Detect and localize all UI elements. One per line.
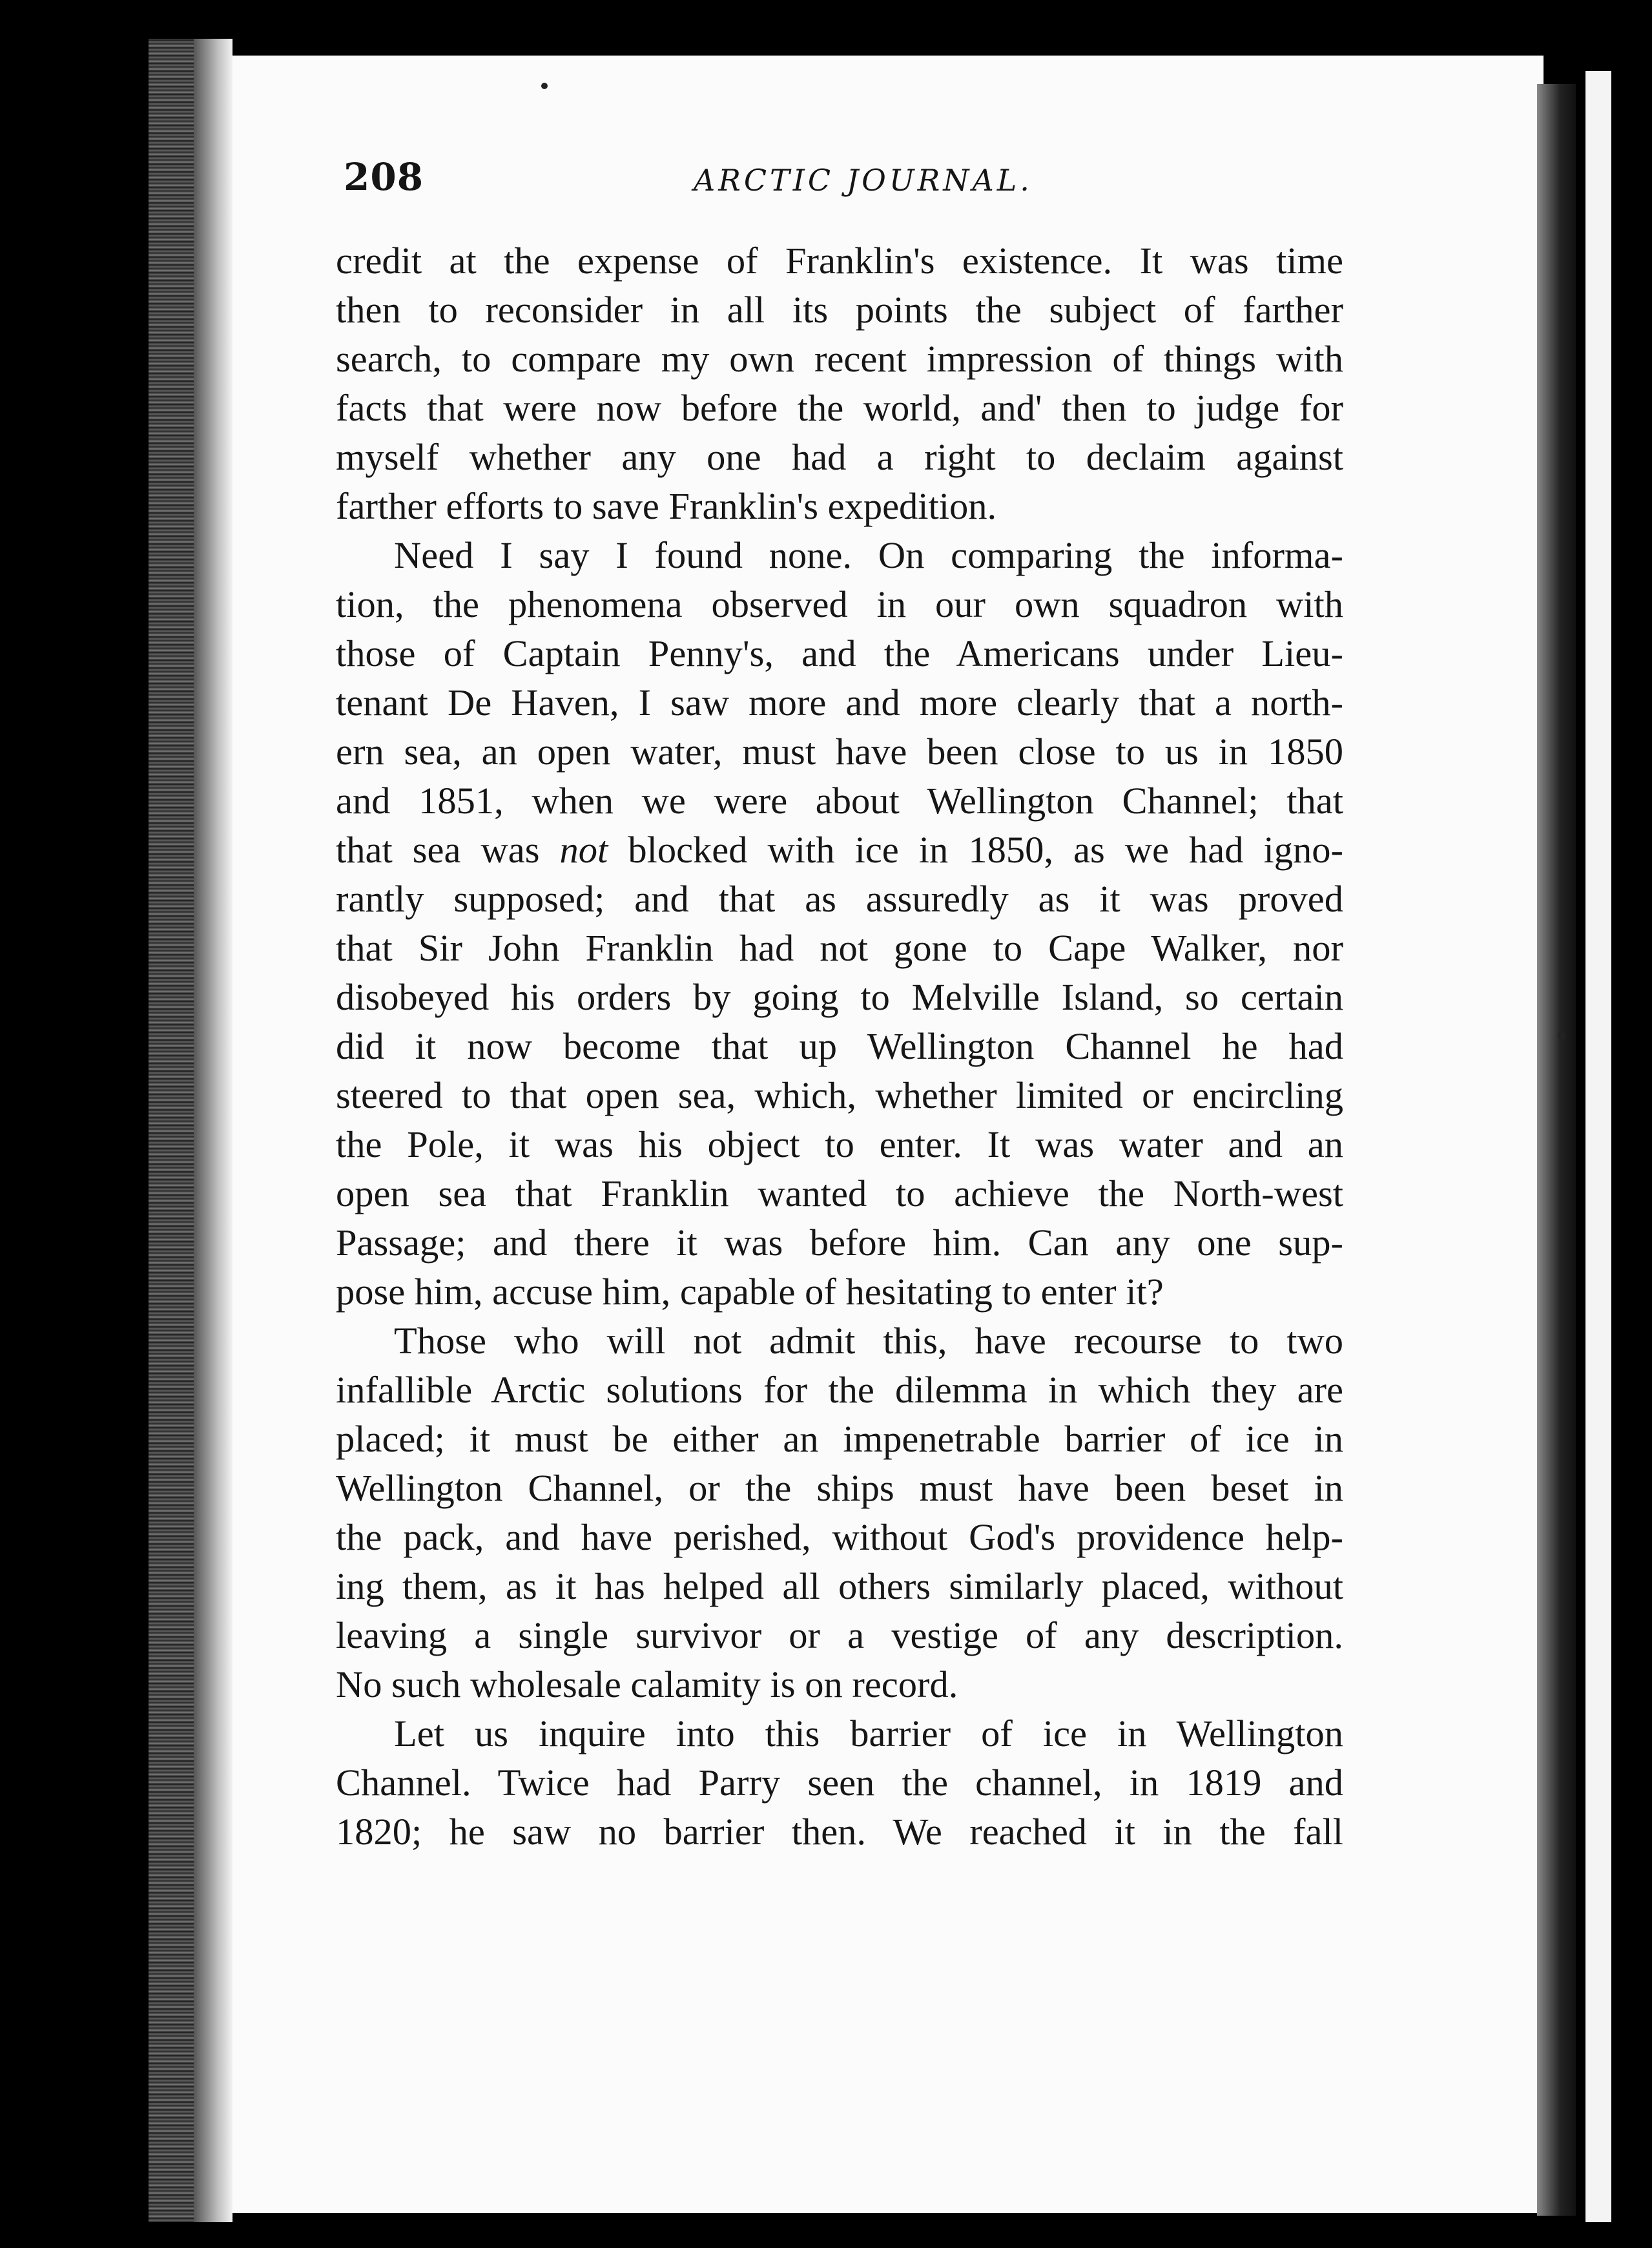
text-line: did it now become that up Wellington Channel he had xyxy=(336,1025,1343,1067)
text-line: disobeyed his orders by going to Melville Island, so certain xyxy=(336,976,1343,1018)
ink-speck xyxy=(541,83,548,89)
text-line: leaving a single survivor or a vestige of any description. xyxy=(336,1614,1343,1656)
next-page-edge xyxy=(1585,71,1611,2222)
text-line: the Pole, it was his object to enter. It was water and an xyxy=(336,1123,1343,1165)
running-head: ARCTIC JOURNAL. xyxy=(694,163,1033,198)
text-line: rantly supposed; and that as assuredly as it was proved xyxy=(336,878,1343,920)
text-line: pose him, accuse him, capable of hesitating to enter it? xyxy=(336,1271,1164,1313)
text-line: steered to that open sea, which, whether limited or encircling xyxy=(336,1074,1343,1116)
text-line: 1820; he saw no barrier then. We reached it in the fall xyxy=(336,1811,1343,1853)
page-header xyxy=(344,155,1338,213)
page-number: 208 xyxy=(344,155,424,199)
text-line: Wellington Channel, or the ships must have been beset in xyxy=(336,1467,1343,1509)
text-line: that Sir John Franklin had not gone to Cape Walker, nor xyxy=(336,927,1343,969)
text-line: that sea was not blocked with ice in 1850, as we had igno- xyxy=(336,829,1343,871)
text-line: placed; it must be either an impenetrable barrier of ice in xyxy=(336,1418,1343,1460)
text-line: tenant De Haven, I saw more and more clearly that a north- xyxy=(336,682,1343,723)
text-line: myself whether any one had a right to declaim against xyxy=(336,436,1343,478)
text-line: farther efforts to save Franklin's expedition. xyxy=(336,485,997,527)
text-line: Need I say I found none. On comparing the informa- xyxy=(394,534,1343,576)
gutter-shadow xyxy=(194,39,232,2222)
right-page-shadow xyxy=(1537,84,1576,2216)
text-line: and 1851, when we were about Wellington Channel; that xyxy=(336,780,1343,822)
paragraph xyxy=(336,236,1343,531)
text-line: then to reconsider in all its points the subject of farther xyxy=(336,289,1343,331)
text-line: those of Captain Penny's, and the Americans under Lieu- xyxy=(336,632,1343,674)
text-line: search, to compare my own recent impression of things with xyxy=(336,338,1343,380)
text-line: the pack, and have perished, without God's providence help- xyxy=(336,1516,1343,1558)
text-line: infallible Arctic solutions for the dilemma in which they are xyxy=(336,1369,1343,1411)
text-line: No such wholesale calamity is on record. xyxy=(336,1663,958,1705)
paragraph xyxy=(336,1709,1343,1857)
ink-speck xyxy=(1558,1031,1565,1040)
body-text xyxy=(336,236,1343,1857)
text-line: facts that were now before the world, and' then to judge for xyxy=(336,387,1343,429)
text-line: Passage; and there it was before him. Can any one sup- xyxy=(336,1222,1343,1264)
text-line: open sea that Franklin wanted to achieve the North-west xyxy=(336,1172,1343,1214)
paragraph xyxy=(336,1317,1343,1709)
text-line: tion, the phenomena observed in our own squadron with xyxy=(336,583,1343,625)
text-line: Channel. Twice had Parry seen the channel, in 1819 and xyxy=(336,1762,1343,1804)
paragraph xyxy=(336,531,1343,1317)
text-line: ing them, as it has helped all others similarly placed, without xyxy=(336,1565,1343,1607)
text-line: ern sea, an open water, must have been close to us in 1850 xyxy=(336,731,1343,773)
text-line: Those who will not admit this, have recourse to two xyxy=(394,1320,1343,1362)
text-line: credit at the expense of Franklin's existence. It was time xyxy=(336,240,1343,282)
text-line: Let us inquire into this barrier of ice in Wellington xyxy=(394,1712,1343,1754)
